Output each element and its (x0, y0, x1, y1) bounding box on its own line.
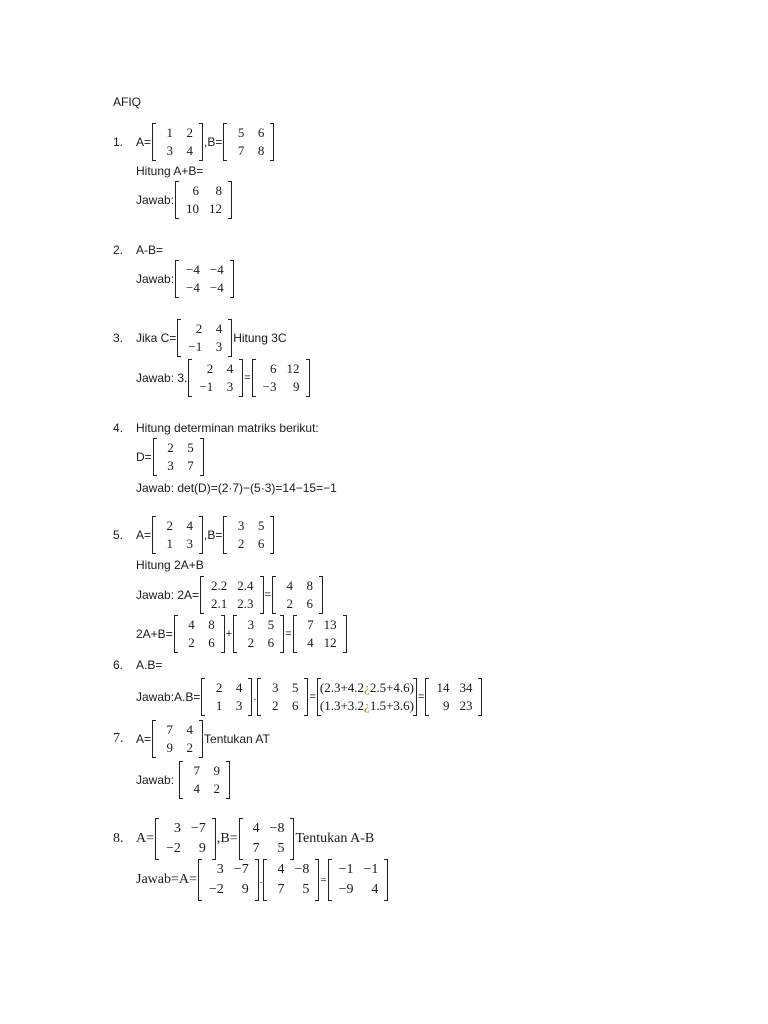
matrix-cell: −4 (186, 280, 200, 295)
matrix-cell: 8 (215, 183, 223, 198)
matrix-grid (299, 616, 342, 652)
matrix-cell: 3 (173, 821, 181, 836)
matrix-grid (159, 439, 199, 475)
matrix-cell: 9 (442, 698, 450, 713)
matrix-grid (204, 860, 254, 900)
matrix-cell: 2 (271, 698, 279, 713)
question-4 (113, 421, 319, 435)
equals-sign: = (285, 628, 292, 640)
matrix-cell: 7 (277, 882, 285, 897)
matrix-cell: −9 (338, 882, 354, 897)
matrix-cell: 4 (286, 578, 293, 593)
matrix-cell: 6 (208, 635, 215, 650)
matrix-cell: 5 (267, 617, 275, 632)
matrix-grid (258, 360, 305, 396)
matrix-cell: 7 (187, 458, 194, 473)
question-prompt: A-B= (136, 243, 164, 257)
matrix-cell: 4 (186, 722, 194, 737)
matrix-cell: 4 (188, 617, 195, 632)
answer-7 (136, 760, 231, 800)
question-prompt: Hitung 3C (233, 331, 287, 345)
matrix-cell: 4 (186, 143, 194, 158)
answer-label: 2A+B= (136, 627, 173, 641)
matrix-grid (207, 679, 247, 715)
matrix-cell: 7 (307, 617, 314, 632)
matrix-cell: 12 (323, 635, 337, 650)
matrix-cell: 1 (166, 125, 174, 140)
matrix-cell: 7 (252, 841, 260, 856)
matrix-cell: 14 (436, 680, 450, 695)
matrix-cell: −8 (269, 821, 285, 836)
equals-sign: = (418, 691, 425, 703)
matrix-label: A= (136, 831, 155, 846)
matrix-cell: 2 (206, 361, 214, 376)
equals-sign: = (309, 691, 316, 703)
matrix-cell: −1 (199, 379, 214, 394)
matrix-label: A= (136, 135, 152, 149)
question-8 (113, 819, 374, 859)
matrix-cell: 2.1 (211, 596, 228, 611)
matrix-cell: 2 (195, 321, 203, 336)
matrix-grid (263, 679, 303, 715)
matrix (175, 181, 232, 219)
matrix (223, 123, 274, 161)
question-number: 4. (113, 421, 124, 435)
matrix-cell: 7 (193, 763, 201, 778)
matrix (152, 516, 203, 554)
question-prompt: Hitung 2A+B (136, 558, 204, 572)
matrix-cell: 3 (271, 680, 279, 695)
matrix-cell: −2 (166, 841, 181, 856)
matrix-cell: 3 (215, 339, 223, 354)
matrix-cell: 12 (209, 201, 223, 216)
question-1 (113, 122, 275, 162)
matrix-cell: 1 (166, 536, 174, 551)
matrix-grid (181, 261, 229, 297)
matrix-cell: −1 (338, 862, 354, 877)
matrix-cell: 1 (215, 698, 223, 713)
answer-label: Jawab: (136, 193, 175, 207)
question-number: 7. (113, 731, 124, 746)
matrix (293, 615, 347, 653)
answer-1 (136, 180, 233, 220)
matrix-grid (229, 124, 269, 160)
matrix-cell: −4 (209, 280, 224, 295)
matrix (257, 678, 308, 716)
matrix-cell: 2.4 (237, 578, 254, 593)
matrix-d (136, 437, 205, 477)
matrix-cell: 6 (192, 183, 200, 198)
plus-sign: + (225, 628, 233, 640)
matrix-cell: 2 (215, 680, 223, 695)
matrix-cell: −7 (190, 821, 206, 836)
matrix-cell: 6 (291, 698, 299, 713)
matrix-grid (158, 517, 198, 553)
matrix-label: A= (136, 528, 152, 542)
question-prompt: Tentukan A-B (295, 831, 375, 846)
matrix (425, 678, 482, 716)
matrix-cell: 9 (166, 740, 174, 755)
matrix (272, 576, 323, 614)
equals-sign: = (320, 874, 327, 886)
matrix-cell: 3 (186, 536, 194, 551)
matrix (152, 123, 203, 161)
matrix-grid (245, 819, 290, 859)
question-number: 8. (113, 831, 124, 846)
matrix-cell: 5 (302, 882, 310, 897)
matrix-cell: 2.3 (237, 596, 254, 611)
matrix-cell: 4 (226, 361, 234, 376)
expanded-product-matrix (317, 678, 417, 716)
matrix-grid (183, 320, 227, 356)
matrix-grid (278, 577, 318, 613)
matrix-cell: 2 (237, 536, 245, 551)
matrix-grid (181, 182, 227, 218)
matrix-cell: 2 (186, 740, 194, 755)
matrix-grid (185, 762, 225, 798)
matrix-grid (161, 819, 211, 859)
answer-label: Jawab: (136, 773, 175, 787)
product-row-1: (2.3+4.2¿2.5+4.6) (319, 680, 414, 695)
document-title: AFIQ (113, 95, 142, 109)
matrix (188, 359, 243, 397)
matrix-cell: 9 (198, 841, 206, 856)
matrix-cell: 2 (166, 518, 174, 533)
matrix-cell: 4 (277, 862, 285, 877)
answer-5-step-1 (136, 575, 324, 615)
matrix-cell: 4 (371, 882, 379, 897)
answer-5-step-2 (136, 614, 348, 654)
matrix (200, 576, 264, 614)
matrix-cell: 13 (323, 617, 337, 632)
matrix-cell: −3 (262, 379, 277, 394)
matrix-cell: 2 (286, 596, 293, 611)
matrix-cell: 5 (291, 680, 299, 695)
matrix (263, 859, 319, 901)
matrix-cell: 8 (306, 578, 313, 593)
matrix (239, 818, 295, 860)
matrix-cell: 6 (257, 536, 265, 551)
matrix-cell: 3 (166, 143, 174, 158)
matrix-grid (180, 616, 220, 652)
matrix (179, 761, 230, 799)
matrix-cell: 5 (257, 518, 265, 533)
matrix-cell: −1 (188, 339, 203, 354)
matrix-grid (158, 124, 198, 160)
matrix-cell: 10 (186, 201, 200, 216)
matrix-cell: 6 (306, 596, 313, 611)
matrix-cell: 2 (213, 781, 221, 796)
answer-2 (136, 259, 235, 299)
matrix-cell: 2 (186, 125, 194, 140)
matrix-label: Jika C= (136, 331, 177, 345)
question-prompt: Hitung A+B= (136, 164, 204, 178)
matrix (177, 319, 232, 357)
matrix-grid (194, 360, 238, 396)
matrix-grid (206, 577, 259, 613)
matrix-cell: 4 (252, 821, 260, 836)
answer-label: Jawab=A= (136, 872, 197, 887)
matrix (223, 516, 274, 554)
matrix-grid (431, 679, 477, 715)
question-number: 2. (113, 243, 124, 257)
matrix (174, 615, 225, 653)
question-prompt: A.B= (136, 658, 163, 672)
question-number: 3. (113, 331, 124, 345)
question-prompt: Hitung determinan matriks berikut: (136, 421, 319, 435)
matrix (201, 678, 252, 716)
separator: ,B= (216, 831, 238, 846)
matrix-cell: −1 (363, 862, 379, 877)
matrix-grid (158, 721, 198, 757)
matrix-cell: 3 (216, 862, 224, 877)
matrix-cell: 34 (459, 680, 473, 695)
dot-operator: . (259, 874, 263, 886)
matrix-cell: 4 (193, 781, 201, 796)
matrix-cell: 2 (167, 440, 174, 455)
matrix-cell: 6 (270, 361, 277, 376)
matrix (233, 615, 284, 653)
matrix-cell: 8 (208, 617, 215, 632)
matrix-cell: 9 (213, 763, 221, 778)
matrix-label: D= (136, 450, 152, 464)
matrix (328, 859, 389, 901)
matrix-cell: 4 (215, 321, 223, 336)
matrix-label: A= (136, 732, 152, 746)
matrix-cell: 9 (241, 882, 249, 897)
answer-4: Jawab: det(D)=(2·7)−(5·3)=14−15=−1 (136, 481, 337, 495)
matrix-cell: −7 (233, 862, 249, 877)
matrix (153, 438, 204, 476)
matrix-grid (334, 860, 384, 900)
matrix-cell: −2 (208, 882, 224, 897)
matrix-grid (229, 517, 269, 553)
question-number: 5. (113, 528, 124, 542)
matrix-cell: 2 (188, 635, 195, 650)
answer-label: Jawab: (136, 272, 175, 286)
question-number: 6. (113, 658, 124, 672)
matrix-cell: 3 (247, 617, 255, 632)
matrix-cell: 3 (167, 458, 174, 473)
matrix-cell: 4 (186, 518, 194, 533)
matrix (155, 818, 216, 860)
matrix (175, 260, 234, 298)
matrix-grid (269, 860, 314, 900)
matrix-cell: 5 (187, 440, 194, 455)
matrix-grid (239, 616, 279, 652)
answer-8 (136, 860, 389, 900)
question-prompt: Tentukan AT (204, 732, 270, 746)
matrix-cell: 3 (235, 698, 243, 713)
answer-label: Jawab:A.B= (136, 690, 201, 704)
answer-label: Jawab: 3. (136, 371, 188, 385)
matrix-cell: 4 (307, 635, 314, 650)
matrix-cell: 7 (237, 143, 245, 158)
product-row-2: (1.3+3.2¿1.5+3.6) (319, 698, 414, 713)
matrix-cell: 12 (286, 361, 300, 376)
matrix-cell: 6 (257, 125, 265, 140)
matrix-cell: 5 (277, 841, 285, 856)
matrix-cell: 2 (247, 635, 255, 650)
matrix (252, 359, 310, 397)
matrix-cell: 3 (237, 518, 245, 533)
matrix-cell: 8 (257, 143, 265, 158)
matrix (198, 859, 259, 901)
question-7 (113, 719, 270, 759)
equals-sign: = (244, 372, 251, 384)
matrix-cell: 23 (459, 698, 473, 713)
matrix-cell: −4 (209, 262, 224, 277)
matrix-cell: 5 (237, 125, 245, 140)
answer-label: Jawab: 2A= (136, 588, 200, 602)
matrix-cell: 2.2 (211, 578, 228, 593)
equals-sign: = (264, 589, 271, 601)
matrix-cell: −8 (294, 862, 310, 877)
matrix (152, 720, 203, 758)
matrix-cell: 7 (166, 722, 174, 737)
question-number: 1. (113, 135, 124, 149)
question-2 (113, 243, 163, 257)
question-3 (113, 318, 287, 358)
question-6 (113, 658, 162, 672)
answer-6 (136, 677, 483, 717)
separator: ,B= (204, 135, 223, 149)
answer-3 (136, 358, 311, 398)
matrix-cell: 9 (293, 379, 300, 394)
matrix-cell: 6 (267, 635, 275, 650)
separator: ,B= (204, 528, 223, 542)
dot-operator: . (253, 691, 257, 703)
matrix-cell: 3 (226, 379, 234, 394)
matrix-cell: 4 (235, 680, 243, 695)
matrix-cell: −4 (186, 262, 200, 277)
question-5 (113, 515, 275, 555)
